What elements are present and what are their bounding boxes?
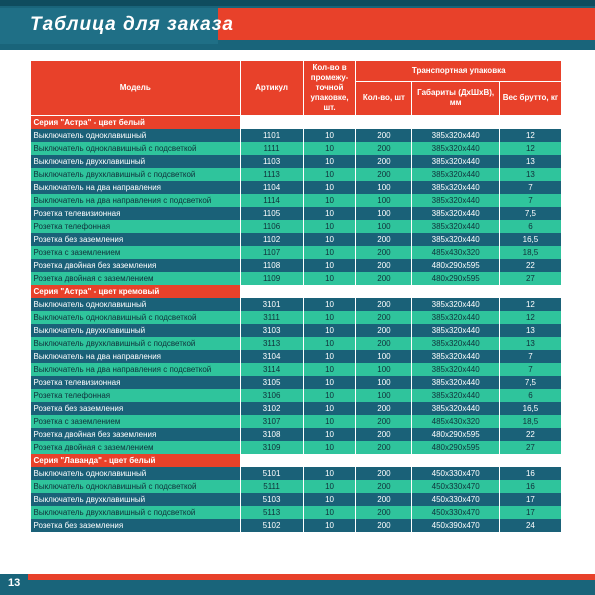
cell-article: 1106 (240, 220, 303, 233)
cell-weight: 16 (499, 480, 561, 493)
cell-transport-qty: 200 (356, 467, 412, 480)
cell-weight: 12 (499, 142, 561, 155)
cell-article: 3102 (240, 402, 303, 415)
cell-article: 3107 (240, 415, 303, 428)
cell-dimensions: 385x320x440 (412, 142, 499, 155)
cell-model: Выключатель одноклавишный с подсветкой (31, 480, 241, 493)
cell-dimensions: 385x320x440 (412, 337, 499, 350)
cell-model: Выключатель на два направления с подсветкой (31, 363, 241, 376)
cell-weight: 6 (499, 220, 561, 233)
cell-dimensions: 385x320x440 (412, 194, 499, 207)
cell-transport-qty: 200 (356, 402, 412, 415)
cell-transport-qty: 200 (356, 272, 412, 285)
table-row (31, 129, 562, 142)
cell-intermediate-qty: 10 (303, 363, 356, 376)
cell-article: 3106 (240, 389, 303, 402)
top-stripe (0, 0, 595, 6)
cell-dimensions: 450x390x470 (412, 519, 499, 532)
cell-article: 1108 (240, 259, 303, 272)
cell-dimensions: 385x320x440 (412, 129, 499, 142)
cell-transport-qty: 200 (356, 155, 412, 168)
cell-intermediate-qty: 10 (303, 415, 356, 428)
cell-intermediate-qty: 10 (303, 376, 356, 389)
series-title: Серия "Астра" - цвет белый (31, 116, 241, 130)
table-row (31, 402, 562, 415)
cell-transport-qty: 200 (356, 337, 412, 350)
cell-dimensions: 385x320x440 (412, 402, 499, 415)
cell-intermediate-qty: 10 (303, 402, 356, 415)
table-row (31, 467, 562, 480)
cell-dimensions: 385x320x440 (412, 298, 499, 311)
cell-weight: 6 (499, 389, 561, 402)
table-row (31, 259, 562, 272)
table-row (31, 441, 562, 454)
cell-article: 1105 (240, 207, 303, 220)
cell-transport-qty: 200 (356, 493, 412, 506)
cell-model: Выключатель двухклавишный (31, 155, 241, 168)
table-row (31, 220, 562, 233)
cell-model: Розетка двойная с заземлением (31, 272, 241, 285)
cell-weight: 16 (499, 467, 561, 480)
cell-model: Выключатель двухклавишный с подсветкой (31, 337, 241, 350)
column-header-dimensions: Габариты (ДхШхВ), мм (412, 81, 499, 115)
series-header-row (31, 285, 562, 298)
cell-article: 3111 (240, 311, 303, 324)
cell-article: 1109 (240, 272, 303, 285)
cell-model: Выключатель двухклавишный (31, 493, 241, 506)
page-number: 13 (8, 577, 21, 589)
table-row (31, 350, 562, 363)
cell-weight: 16,5 (499, 233, 561, 246)
cell-intermediate-qty: 10 (303, 311, 356, 324)
cell-model: Выключатель одноклавишный (31, 467, 241, 480)
cell-transport-qty: 200 (356, 311, 412, 324)
series-spacer (240, 116, 561, 130)
cell-article: 1101 (240, 129, 303, 142)
cell-model: Выключатель двухклавишный с подсветкой (31, 168, 241, 181)
cell-model: Выключатель двухклавишный (31, 324, 241, 337)
cell-dimensions: 450x330x470 (412, 506, 499, 519)
order-table (30, 60, 562, 532)
table-row (31, 272, 562, 285)
cell-model: Выключатель на два направления с подсветкой (31, 194, 241, 207)
series-title: Серия "Астра" - цвет кремовый (31, 285, 241, 298)
cell-transport-qty: 100 (356, 389, 412, 402)
table-row (31, 519, 562, 532)
table-row (31, 142, 562, 155)
column-header-weight: Вес брутто, кг (499, 81, 561, 115)
cell-model: Выключатель одноклавишный с подсветкой (31, 142, 241, 155)
cell-model: Розетка двойная без заземления (31, 259, 241, 272)
cell-model: Розетка без заземления (31, 519, 241, 532)
cell-intermediate-qty: 10 (303, 233, 356, 246)
cell-intermediate-qty: 10 (303, 337, 356, 350)
cell-transport-qty: 200 (356, 519, 412, 532)
cell-transport-qty: 200 (356, 168, 412, 181)
cell-transport-qty: 200 (356, 298, 412, 311)
cell-intermediate-qty: 10 (303, 441, 356, 454)
cell-dimensions: 480x290x595 (412, 428, 499, 441)
cell-intermediate-qty: 10 (303, 298, 356, 311)
column-header-intermediate-qty: Кол-во в промежу-точной упаковке, шт. (303, 61, 356, 116)
cell-article: 3109 (240, 441, 303, 454)
cell-intermediate-qty: 10 (303, 428, 356, 441)
cell-weight: 7 (499, 350, 561, 363)
table-row (31, 415, 562, 428)
cell-dimensions: 385x320x440 (412, 233, 499, 246)
cell-model: Выключатель одноклавишный с подсветкой (31, 311, 241, 324)
cell-weight: 7,5 (499, 376, 561, 389)
cell-transport-qty: 100 (356, 350, 412, 363)
cell-intermediate-qty: 10 (303, 259, 356, 272)
cell-transport-qty: 100 (356, 220, 412, 233)
cell-article: 3105 (240, 376, 303, 389)
cell-dimensions: 450x330x470 (412, 467, 499, 480)
cell-weight: 7,5 (499, 207, 561, 220)
cell-article: 1114 (240, 194, 303, 207)
cell-weight: 22 (499, 259, 561, 272)
cell-article: 5113 (240, 506, 303, 519)
cell-transport-qty: 200 (356, 142, 412, 155)
cell-article: 1111 (240, 142, 303, 155)
table-row (31, 155, 562, 168)
cell-model: Выключатель на два направления (31, 350, 241, 363)
cell-model: Розетка без заземления (31, 233, 241, 246)
table-row (31, 376, 562, 389)
cell-dimensions: 480x290x595 (412, 259, 499, 272)
table-row (31, 506, 562, 519)
cell-intermediate-qty: 10 (303, 506, 356, 519)
cell-weight: 22 (499, 428, 561, 441)
red-accent-band (218, 8, 595, 40)
cell-model: Розетка двойная без заземления (31, 428, 241, 441)
cell-transport-qty: 100 (356, 194, 412, 207)
table-row (31, 324, 562, 337)
table-row (31, 363, 562, 376)
cell-weight: 18,5 (499, 246, 561, 259)
series-header-row (31, 454, 562, 467)
cell-article: 3103 (240, 324, 303, 337)
cell-model: Выключатель на два направления (31, 181, 241, 194)
cell-intermediate-qty: 10 (303, 350, 356, 363)
cell-dimensions: 385x320x440 (412, 350, 499, 363)
cell-weight: 24 (499, 519, 561, 532)
cell-transport-qty: 200 (356, 506, 412, 519)
cell-dimensions: 480x290x595 (412, 272, 499, 285)
cell-transport-qty: 200 (356, 129, 412, 142)
table-row (31, 246, 562, 259)
series-header-row (31, 116, 562, 130)
cell-model: Розетка с заземлением (31, 415, 241, 428)
column-header-article: Артикул (240, 61, 303, 116)
cell-model: Выключатель двухклавишный с подсветкой (31, 506, 241, 519)
cell-model: Розетка с заземлением (31, 246, 241, 259)
bottom-red-stripe (28, 574, 595, 580)
cell-article: 5103 (240, 493, 303, 506)
cell-weight: 17 (499, 493, 561, 506)
cell-dimensions: 385x320x440 (412, 181, 499, 194)
cell-intermediate-qty: 10 (303, 493, 356, 506)
table-body (31, 116, 562, 533)
cell-dimensions: 385x320x440 (412, 311, 499, 324)
table-row (31, 337, 562, 350)
cell-intermediate-qty: 10 (303, 324, 356, 337)
cell-model: Розетка телевизионная (31, 207, 241, 220)
cell-article: 5102 (240, 519, 303, 532)
cell-dimensions: 385x320x440 (412, 324, 499, 337)
cell-transport-qty: 100 (356, 207, 412, 220)
table-row (31, 298, 562, 311)
cell-intermediate-qty: 10 (303, 207, 356, 220)
cell-transport-qty: 100 (356, 363, 412, 376)
cell-dimensions: 385x320x440 (412, 363, 499, 376)
cell-dimensions: 450x330x470 (412, 480, 499, 493)
table-row (31, 207, 562, 220)
cell-article: 3108 (240, 428, 303, 441)
table-row (31, 493, 562, 506)
cell-article: 3104 (240, 350, 303, 363)
table-row (31, 233, 562, 246)
cell-transport-qty: 100 (356, 376, 412, 389)
cell-weight: 12 (499, 311, 561, 324)
cell-intermediate-qty: 10 (303, 181, 356, 194)
cell-transport-qty: 200 (356, 415, 412, 428)
cell-intermediate-qty: 10 (303, 194, 356, 207)
cell-model: Розетка телефонная (31, 389, 241, 402)
cell-dimensions: 385x320x440 (412, 220, 499, 233)
cell-intermediate-qty: 10 (303, 467, 356, 480)
cell-article: 3113 (240, 337, 303, 350)
cell-dimensions: 450x330x470 (412, 493, 499, 506)
series-spacer (240, 454, 561, 467)
cell-weight: 18,5 (499, 415, 561, 428)
cell-dimensions: 485x430x320 (412, 415, 499, 428)
cell-transport-qty: 200 (356, 428, 412, 441)
cell-transport-qty: 200 (356, 441, 412, 454)
cell-model: Розетка телевизионная (31, 376, 241, 389)
cell-article: 1102 (240, 233, 303, 246)
cell-transport-qty: 200 (356, 324, 412, 337)
cell-transport-qty: 200 (356, 259, 412, 272)
cell-intermediate-qty: 10 (303, 142, 356, 155)
cell-weight: 7 (499, 363, 561, 376)
cell-article: 3114 (240, 363, 303, 376)
column-header-transport-group: Транспортная упаковка (356, 61, 562, 82)
cell-model: Розетка двойная с заземлением (31, 441, 241, 454)
series-title: Серия "Лаванда" - цвет белый (31, 454, 241, 467)
cell-model: Выключатель одноклавишный (31, 298, 241, 311)
cell-dimensions: 480x290x595 (412, 441, 499, 454)
cell-dimensions: 485x430x320 (412, 246, 499, 259)
table-row (31, 311, 562, 324)
cell-intermediate-qty: 10 (303, 519, 356, 532)
table-row (31, 480, 562, 493)
cell-weight: 27 (499, 441, 561, 454)
cell-article: 5111 (240, 480, 303, 493)
cell-weight: 13 (499, 168, 561, 181)
cell-dimensions: 385x320x440 (412, 168, 499, 181)
cell-weight: 7 (499, 194, 561, 207)
cell-model: Розетка телефонная (31, 220, 241, 233)
cell-weight: 7 (499, 181, 561, 194)
cell-transport-qty: 200 (356, 480, 412, 493)
cell-transport-qty: 100 (356, 181, 412, 194)
cell-dimensions: 385x320x440 (412, 376, 499, 389)
cell-weight: 12 (499, 298, 561, 311)
cell-intermediate-qty: 10 (303, 129, 356, 142)
cell-weight: 16,5 (499, 402, 561, 415)
column-header-transport-qty: Кол-во, шт (356, 81, 412, 115)
series-spacer (240, 285, 561, 298)
cell-article: 1107 (240, 246, 303, 259)
page-title: Таблица для заказа (30, 14, 234, 35)
table-row (31, 194, 562, 207)
column-header-model: Модель (31, 61, 241, 116)
cell-article: 1104 (240, 181, 303, 194)
cell-weight: 13 (499, 324, 561, 337)
cell-weight: 13 (499, 155, 561, 168)
cell-weight: 13 (499, 337, 561, 350)
cell-intermediate-qty: 10 (303, 272, 356, 285)
cell-article: 1103 (240, 155, 303, 168)
cell-dimensions: 385x320x440 (412, 207, 499, 220)
cell-article: 1113 (240, 168, 303, 181)
cell-model: Розетка без заземления (31, 402, 241, 415)
cell-weight: 27 (499, 272, 561, 285)
cell-intermediate-qty: 10 (303, 220, 356, 233)
cell-intermediate-qty: 10 (303, 155, 356, 168)
table-row (31, 428, 562, 441)
table-row (31, 389, 562, 402)
cell-weight: 12 (499, 129, 561, 142)
cell-model: Выключатель одноклавишный (31, 129, 241, 142)
cell-article: 3101 (240, 298, 303, 311)
cell-intermediate-qty: 10 (303, 389, 356, 402)
cell-transport-qty: 200 (356, 246, 412, 259)
cell-transport-qty: 200 (356, 233, 412, 246)
table-row (31, 181, 562, 194)
table-row (31, 168, 562, 181)
cell-intermediate-qty: 10 (303, 168, 356, 181)
cell-dimensions: 385x320x440 (412, 389, 499, 402)
cell-dimensions: 385x320x440 (412, 155, 499, 168)
cell-article: 5101 (240, 467, 303, 480)
cell-intermediate-qty: 10 (303, 246, 356, 259)
cell-intermediate-qty: 10 (303, 480, 356, 493)
cell-weight: 17 (499, 506, 561, 519)
